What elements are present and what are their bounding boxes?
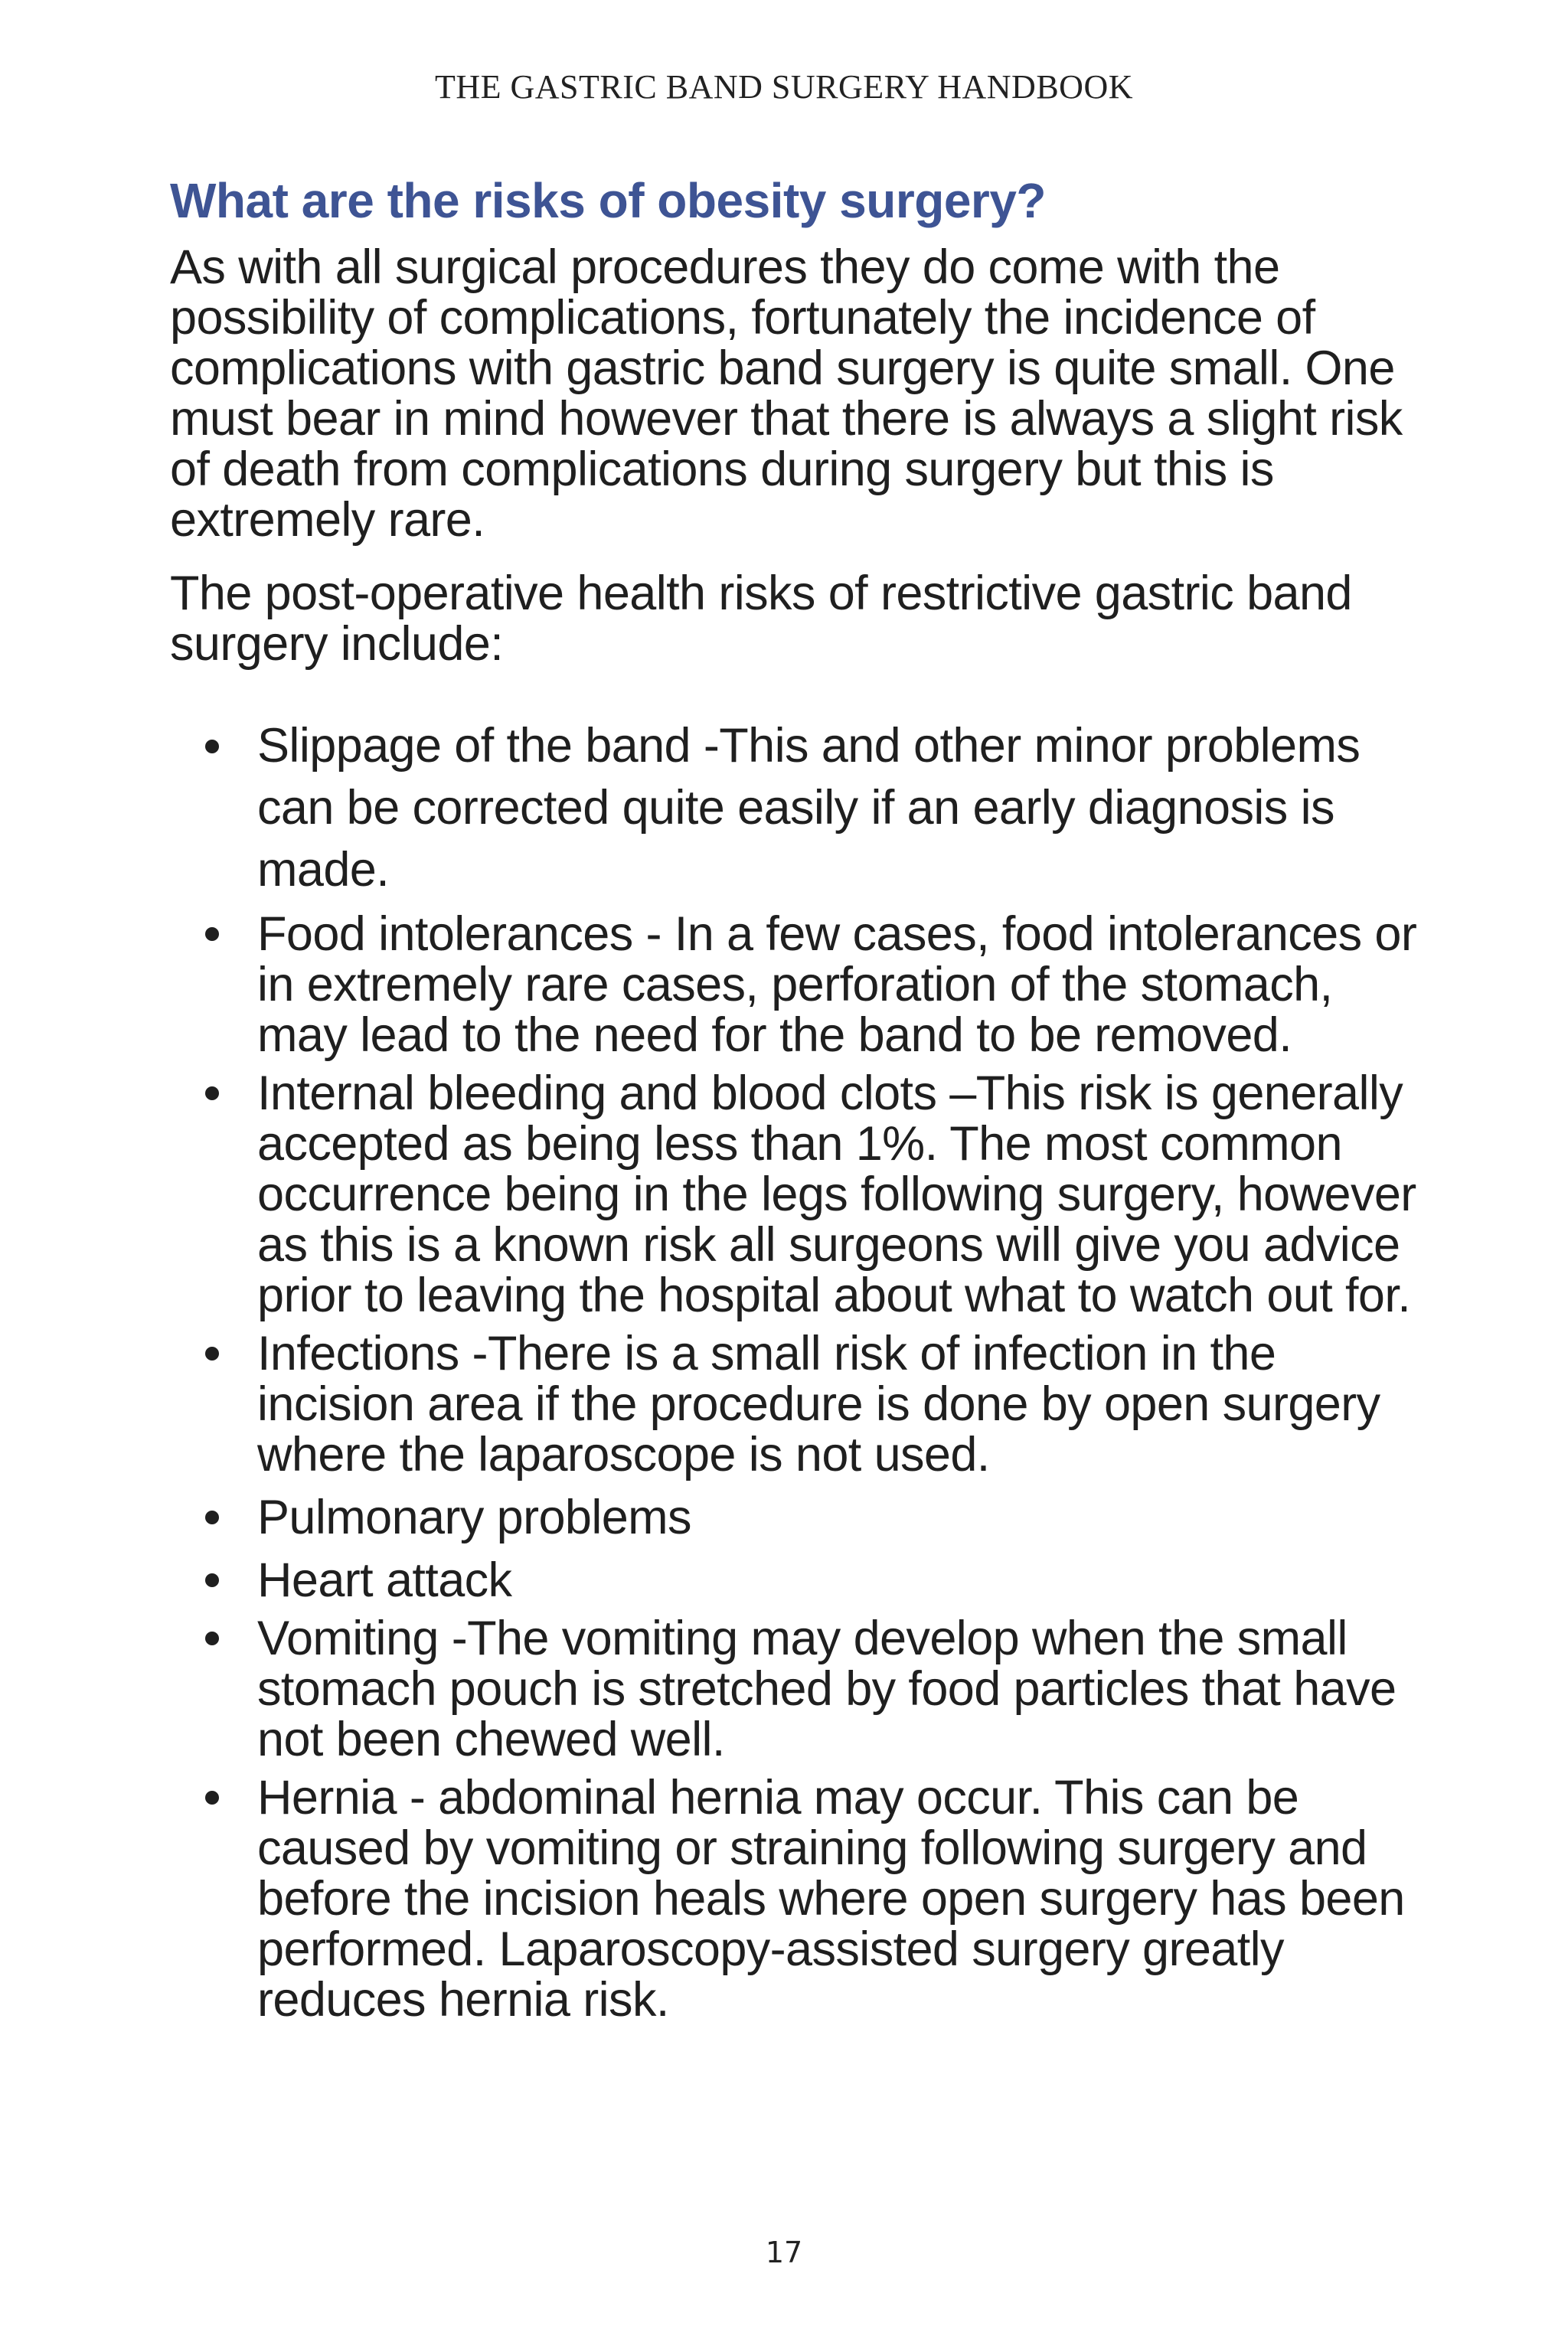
risk-text: Hernia - abdominal hernia may occur. This can be caused by vomiting or straining following surgery and before the incision heals where open surgery has been performed. Laparoscopy-assisted surgery greatly reduces hernia risk. [257,1771,1405,2027]
list-item [170,1328,1433,1480]
section-title: What are the risks of obesity surgery? [170,173,1046,228]
risk-text: Infections -There is a small risk of infection in the incision area if the procedure is done by open surgery where the laparoscope is not used. [257,1327,1380,1481]
page-content [170,168,1433,2033]
intro-paragraph: As with all surgical procedures they do come with the possibility of complications, fortunately the incidence of complications with gastric band surgery is quite small. One must bear in mind however that there is always a slight risk of death from complications during surgery but this is extremely rare. [170,240,1403,547]
lead-in-paragraph: The post-operative health risks of restrictive gastric band surgery include: [170,567,1352,671]
bullet-icon [205,1791,219,1805]
list-item [170,1772,1433,2025]
list-item [170,1068,1433,1321]
bullet-icon [205,1086,219,1100]
bullet-icon [205,927,219,941]
bullet-icon [205,1511,219,1524]
list-item [170,1613,1433,1765]
list-item [170,715,1433,901]
bullet-icon [205,740,219,753]
list-item [170,1555,1433,1606]
risk-text: Vomiting -The vomiting may develop when the small stomach pouch is stretched by food particles that have not been chewed well. [257,1612,1396,1766]
risk-text: Food intolerances - In a few cases, food intolerances or in extremely rare cases, perforation of the stomach, may lead to the need for the band to be removed. [257,907,1417,1062]
risk-text: Heart attack [257,1553,512,1607]
bullet-icon [205,1347,219,1361]
risk-list [170,715,1433,2025]
risk-text: Slippage of the band -This and other minor problems can be corrected quite easily if an early diagnosis is made. [257,719,1361,897]
list-item [170,909,1433,1060]
risk-text: Internal bleeding and blood clots –This risk is generally accepted as being less than 1%. The most common occurrence being in the legs following surgery, however as this is a known risk all surgeons will give you advice prior to leaving the hospital about what to watch out for. [257,1067,1416,1322]
page-number: 17 [765,2236,803,2269]
list-item [170,1492,1433,1543]
bullet-icon [205,1573,219,1587]
risk-text: Pulmonary problems [257,1491,691,1544]
bullet-icon [205,1632,219,1645]
running-header: THE GASTRIC BAND SURGERY HANDBOOK [434,68,1134,106]
